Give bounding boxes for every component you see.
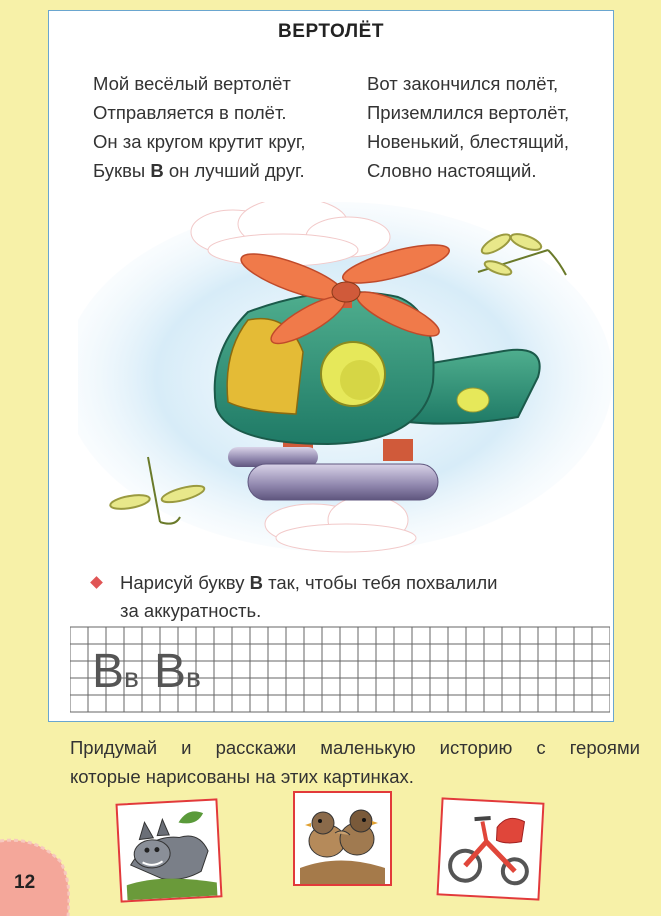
poem-line: Новенький, блестящий, xyxy=(367,131,570,152)
poem-line: Вот закончился полёт, xyxy=(367,73,559,94)
writing-grid[interactable] xyxy=(70,626,610,716)
page-number: 12 xyxy=(14,872,36,893)
side-window-inner xyxy=(340,360,380,400)
sparrows-picture xyxy=(293,791,392,886)
main-skid xyxy=(248,464,438,500)
sample-letter-pair: Вв xyxy=(92,645,139,698)
poem-line: Словно настоящий. xyxy=(367,160,537,181)
tricycle-icon xyxy=(439,799,543,898)
poem-line: Отправляется в полёт. xyxy=(93,102,287,123)
skid-support xyxy=(383,439,413,461)
poem-right-column xyxy=(367,69,569,185)
story-line: которые нарисованы на этих картинках. xyxy=(70,766,414,787)
rotor-hub xyxy=(332,282,360,302)
helicopter-illustration xyxy=(78,202,618,572)
sample-letter-pair: Вв xyxy=(154,645,201,698)
tricycle-picture xyxy=(437,797,545,900)
tail-window xyxy=(457,388,489,412)
story-line: Придумай и расскажи маленькую историю с героями xyxy=(70,737,640,758)
poem-line: Буквы В он лучший друг. xyxy=(93,160,305,181)
sparrows-icon xyxy=(295,793,390,884)
poem-line: Приземлился вертолёт, xyxy=(367,102,570,123)
story-prompt xyxy=(70,733,640,791)
wolf-picture xyxy=(115,798,222,902)
page-title: ВЕРТОЛЁТ xyxy=(278,21,384,42)
task-text: Нарисуй букву В так, чтобы тебя похвалили за аккуратность. xyxy=(120,572,498,621)
poem-left-column xyxy=(93,69,305,185)
wolf-icon xyxy=(118,801,221,901)
poem-line: Мой весёлый вертолёт xyxy=(93,73,291,94)
poem-line: Он за кругом крутит круг, xyxy=(93,131,306,152)
